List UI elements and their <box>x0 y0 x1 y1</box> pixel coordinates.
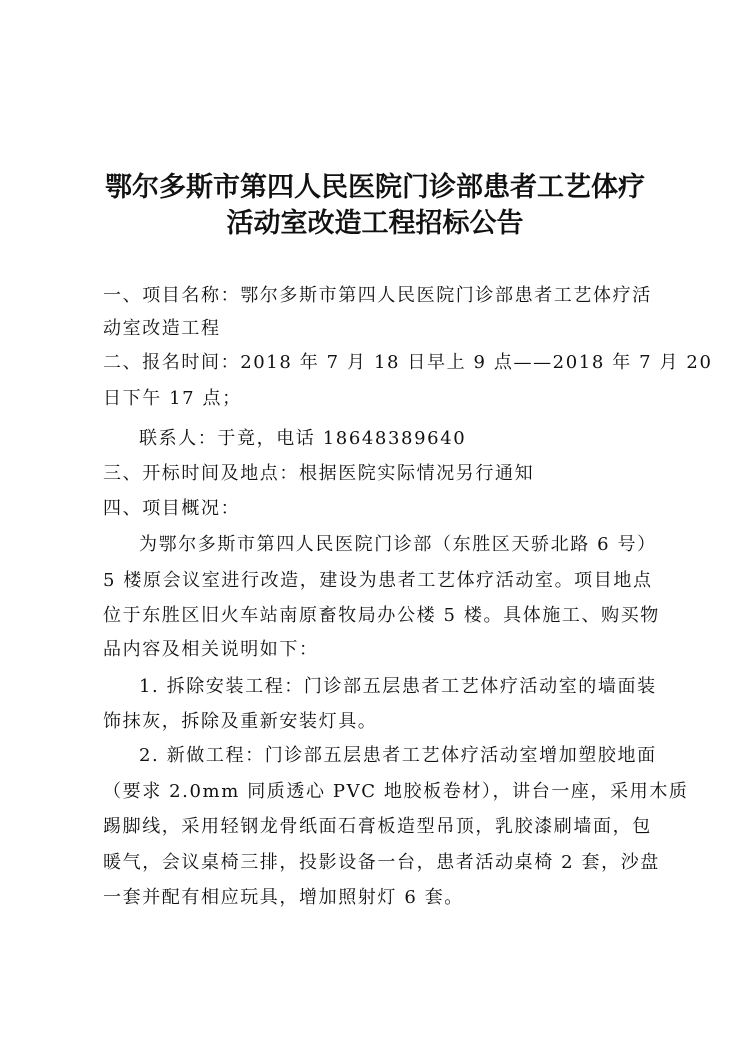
overview-paragraph-line-1: 为鄂尔多斯市第四人民医院门诊部（东胜区天骄北路 6 号） <box>139 534 657 555</box>
work-item-2-line-2: （要求 2.0mm 同质透心 PVC 地胶板卷材），讲台一座，采用木质 <box>103 781 689 802</box>
work-item-2-line-1: 2. 新做工程：门诊部五层患者工艺体疗活动室增加塑胶地面 <box>139 745 657 766</box>
contact-line: 联系人：于竟，电话 18648389640 <box>139 428 467 449</box>
overview-paragraph-line-4: 品内容及相关说明如下： <box>103 639 319 660</box>
title-line-2: 活动室改造工程招标公告 <box>226 208 524 239</box>
item-2-registration-time: 二、报名时间：2018 年 7 月 18 日早上 9 点——2018 年 7 月 20 <box>103 352 713 373</box>
title-line-1: 鄂尔多斯市第四人民医院门诊部患者工艺体疗 <box>105 172 645 203</box>
work-item-2-line-4: 暖气，会议桌椅三排，投影设备一台，患者活动桌椅 2 套，沙盘 <box>103 852 660 873</box>
work-item-1-line-1: 1. 拆除安装工程：门诊部五层患者工艺体疗活动室的墙面装 <box>139 676 657 697</box>
overview-paragraph-line-3: 位于东胜区旧火车站南原畜牧局办公楼 5 楼。具体施工、购买物 <box>103 605 660 626</box>
item-1-continuation: 动室改造工程 <box>103 318 221 339</box>
item-4-overview-heading: 四、项目概况： <box>103 498 241 519</box>
item-2-continuation: 日下午 17 点； <box>103 388 242 409</box>
item-3-bid-opening: 三、开标时间及地点：根据医院实际情况另行通知 <box>103 463 535 484</box>
work-item-1-line-2: 饰抹灰，拆除及重新安装灯具。 <box>103 711 378 732</box>
overview-paragraph-line-2: 5 楼原会议室进行改造，建设为患者工艺体疗活动室。项目地点 <box>103 570 653 591</box>
work-item-2-line-5: 一套并配有相应玩具，增加照射灯 6 套。 <box>103 887 464 908</box>
work-item-2-line-3: 踢脚线，采用轻钢龙骨纸面石膏板造型吊顶，乳胶漆刷墙面，包 <box>103 816 652 837</box>
item-1-project-name: 一、项目名称：鄂尔多斯市第四人民医院门诊部患者工艺体疗活 <box>103 285 652 306</box>
